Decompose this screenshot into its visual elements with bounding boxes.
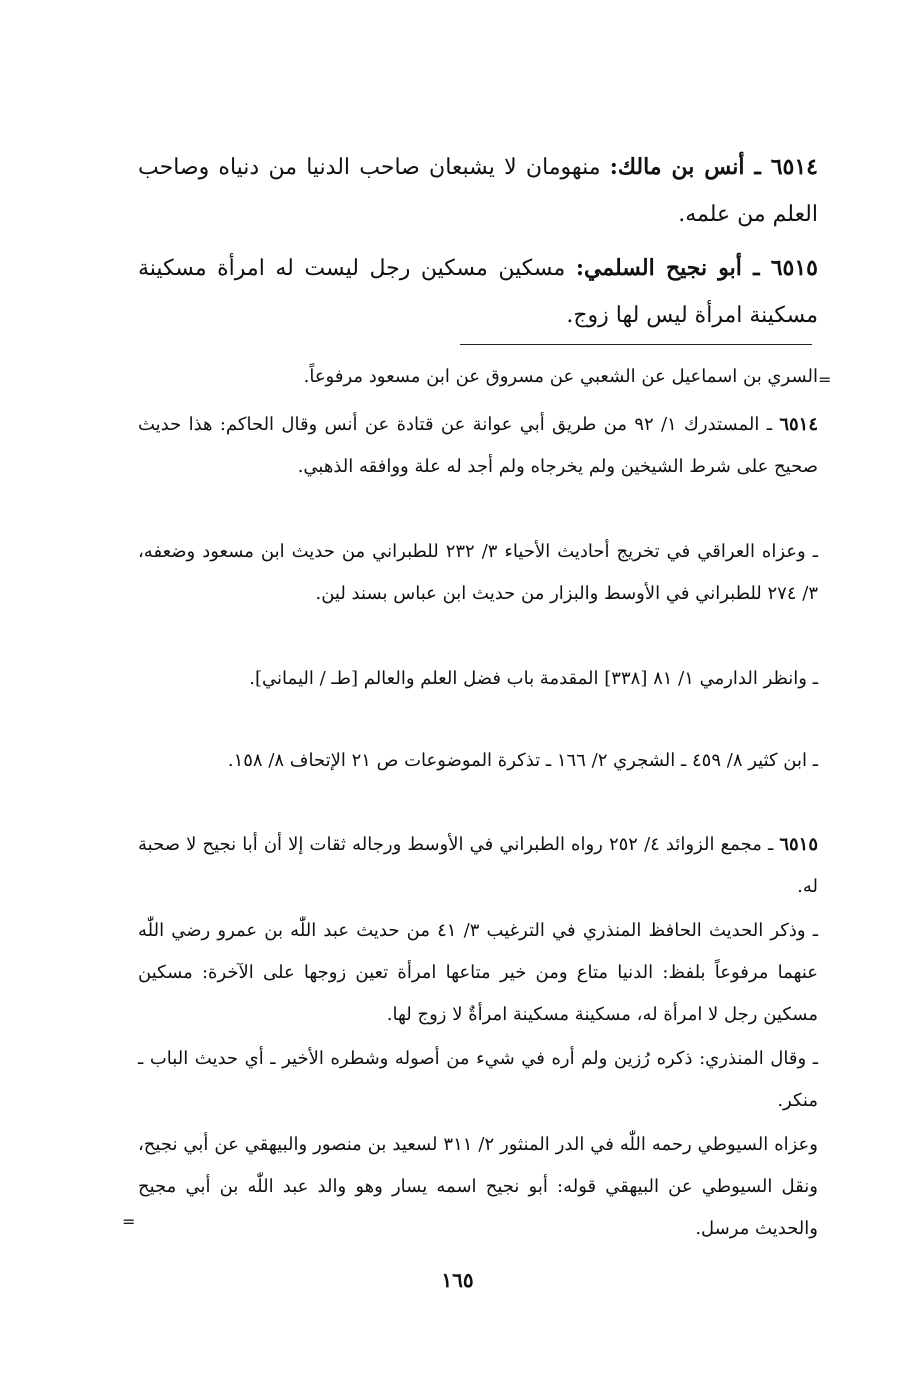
footnote-6515-p1-text: ـ مجمع الزوائد ٤/ ٢٥٢ رواه الطبراني في الأوسط ورجاله ثقات إلا أن أبا نجيح لا صحبة له. (138, 834, 818, 897)
footnote-6515-p1 (138, 824, 818, 908)
footnote-6515-p4: وعزاه السيوطي رحمه اللّٰه في الدر المنثور ٢/ ٣١١ لسعيد بن منصور والبيهقي عن أبي نجيح، ونقل السيوطي عن البيهقي قوله: أبو نجيح اسمه يسار وهو والد عبد اللّٰه بن أبي مجيح والحديث مرسل. (138, 1134, 818, 1239)
continuation-mark-top: = (818, 370, 832, 389)
footnote-6514-p1-text: ـ المستدرك ١/ ٩٢ من طريق أبي عوانة عن قتادة عن أنس وقال الحاكم: هذا حديث صحيح على شرط الشيخين ولم يخرجاه ولم أجد له علة ووافقه الذهبي. (138, 414, 818, 477)
footnote-6514-p3: ـ وانظر الدارمي ١/ ٨١ [٣٣٨] المقدمة باب فضل العلم والعالم [طـ / اليماني]. (249, 668, 818, 689)
footnote-6514-number: ٦٥١٤ (779, 414, 818, 435)
page-number: ١٦٥ (441, 1268, 474, 1292)
footnote-carry-over: السري بن اسماعيل عن الشعبي عن مسروق عن ابن مسعود مرفوعاً. (303, 366, 818, 387)
entry-6515 (138, 245, 818, 339)
footnote-6514-p1 (138, 404, 818, 488)
footnote-6515-p2: ـ وذكر الحديث الحافظ المنذري في الترغيب ٣/ ٤١ من حديث عبد اللّٰه بن عمرو رضي اللّٰه عنهما مرفوعاً بلفظ: الدنيا متاع ومن خير متاعها امرأة تعين زوجها على الآخرة: مسكين مسكين رجل لا امرأة له، مسكينة مسكينة امرأةٌ لا زوج لها. (138, 920, 818, 1025)
entry-6515-head: ٦٥١٥ ـ أبو نجيح السلمي: (575, 255, 818, 281)
entry-6515-text: مسكين مسكين رجل ليست له امرأة مسكينة مسكينة امرأة ليس لها زوج. (138, 256, 818, 328)
footnote-6514-p4: ـ ابن كثير ٨/ ٤٥٩ ـ الشجري ٢/ ١٦٦ ـ تذكرة الموضوعات ص ٢١ الإتحاف ٨/ ١٥٨. (227, 750, 818, 771)
footnote-divider (460, 344, 812, 345)
footnote-6514-p2: ـ وعزاه العراقي في تخريج أحاديث الأحياء ٣/ ٢٣٢ للطبراني من حديث ابن مسعود وضعفه، ٣/ ٢٧٤ للطبراني في الأوسط والبزار من حديث ابن عباس بسند لين. (138, 541, 818, 604)
continuation-mark-bottom: = (122, 1212, 136, 1231)
entry-6514 (138, 144, 818, 238)
footnote-6515-number: ٦٥١٥ (779, 834, 818, 855)
entry-6514-head: ٦٥١٤ ـ أنس بن مالك: (609, 154, 818, 180)
entry-6514-text: منهومان لا يشبعان صاحب الدنيا من دنياه وصاحب العلم من علمه. (138, 155, 818, 227)
footnote-6515-p3: ـ وقال المنذري: ذكره رُزين ولم أره في شيء من أصوله وشطره الأخير ـ أي حديث الباب ـ منكر. (138, 1048, 818, 1111)
